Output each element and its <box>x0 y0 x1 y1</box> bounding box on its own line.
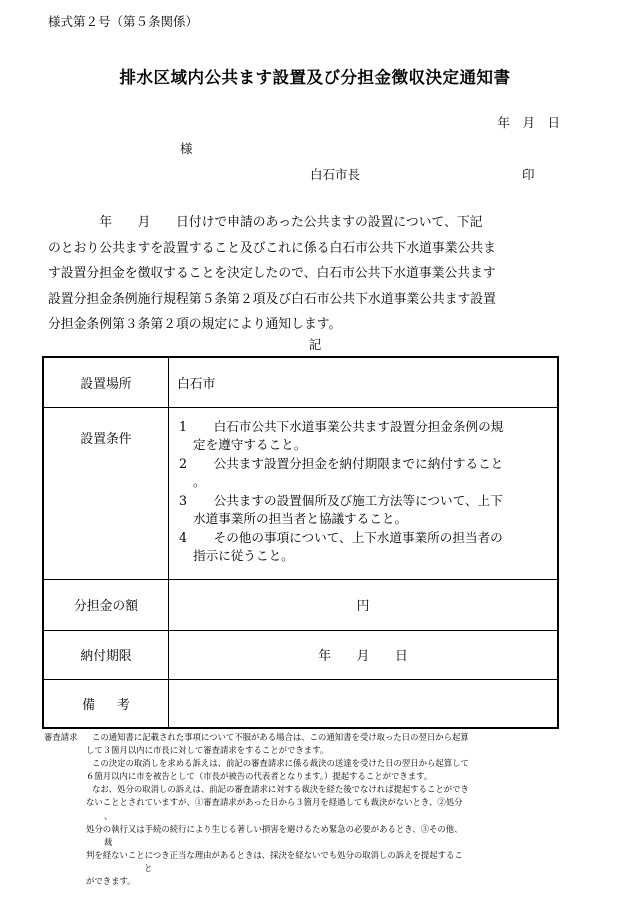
note-line: して３箇月以内に市長に対して審査請求をすることができます。 <box>86 745 329 756</box>
note-line: 判を経ないことにつき正当な理由があるときは、採決を経ないでも処分の取消しの訴えを提起するこ <box>86 849 463 860</box>
note-line: 処分の執行又は手続の続行により生じる著しい損害を避けるため緊急の必要があるとき、③その他、 <box>86 823 463 834</box>
list-item: 4 その他の事項について、上下水道事業所の担当者の 指示に従うこと。 <box>179 529 503 563</box>
note-line: なお、処分の取消しの訴えは、前記の審査請求に対する裁決を経た後でなければ提起することができ <box>92 784 469 795</box>
list-item: 1 白石市公共下水道事業公共ます設置分担金条例の規 定を遵守すること。 <box>179 418 504 452</box>
body-line: 年 月 日付けで申請のあった公共ますの設置について、下記 <box>48 215 483 230</box>
note-line: この決定の取消しを求める訴えは、前記の審査請求に係る裁決の送達を受けた日の翌日から起算して <box>92 758 469 769</box>
due-label: 納付期限 <box>43 630 169 679</box>
body-line: 設置分担金条例施行規程第５条第２項及び白石市公共下水道事業公共ます設置 <box>48 291 496 307</box>
table-row <box>43 679 558 728</box>
due-value: 年 月 日 <box>169 630 559 679</box>
detail-table <box>42 356 559 729</box>
conditions-list <box>169 408 557 578</box>
body-line: す設置分担金を徴収することを決定したので、白石市公共下水道事業公共ます <box>48 266 496 281</box>
location-label: 設置場所 <box>43 357 169 407</box>
conditions-label: 設置条件 <box>43 407 169 579</box>
sender-name: 白石市長 <box>310 167 361 182</box>
note-line: 、 <box>104 810 113 821</box>
conditions-cell <box>169 407 559 579</box>
list-item: 2 公共ます設置分担金を納付期限までに納付すること 。 <box>179 455 504 489</box>
note-line: と <box>144 862 153 873</box>
appeal-notes <box>44 731 564 888</box>
seal-mark: 印 <box>522 167 535 182</box>
table-row <box>43 407 558 579</box>
body-line: 分担金条例第３条第２項の規定により通知します。 <box>48 317 342 332</box>
notes-heading: 審査請求 <box>44 732 78 742</box>
note-line: ができます。 <box>86 876 136 887</box>
issue-date: 年 月 日 <box>497 115 560 130</box>
table-row <box>43 357 558 407</box>
document-title: 排水区域内公共ます設置及び分担金徴収決定通知書 <box>119 68 511 87</box>
amount-value: 円 <box>169 579 559 630</box>
amount-label: 分担金の額 <box>43 579 169 630</box>
notice-body <box>48 210 496 338</box>
ki-heading: 記 <box>308 337 322 352</box>
note-line: 裁 <box>104 836 113 847</box>
body-line: のとおり公共ますを設置すること及びこれに係る白石市公共下水道事業公共ま <box>48 240 496 256</box>
remarks-label: 備考 <box>43 679 169 728</box>
addressee: 様 <box>180 141 193 156</box>
list-item: 3 公共ますの設置個所及び施工方法等について、上下 水道事業所の担当者と協議すること。 <box>179 492 503 526</box>
location-value: 白石市 <box>169 357 559 407</box>
note-line: ６箇月以内に市を被告として（市長が被告の代表者となります。）提起することができます。 <box>86 771 433 782</box>
form-number: 様式第２号（第５条関係） <box>48 14 199 29</box>
table-row <box>43 630 558 679</box>
note-line: ないこととされていますが、①審査請求があった日から３箇月を経過しても裁決がないとき、②処分 <box>86 797 463 808</box>
table-row <box>43 579 558 630</box>
remarks-value <box>169 679 559 728</box>
note-line: 審査請求 この通知書に記載された事項について不服がある場合は、この通知書を受け取った日の翌日から起算 <box>44 731 564 744</box>
